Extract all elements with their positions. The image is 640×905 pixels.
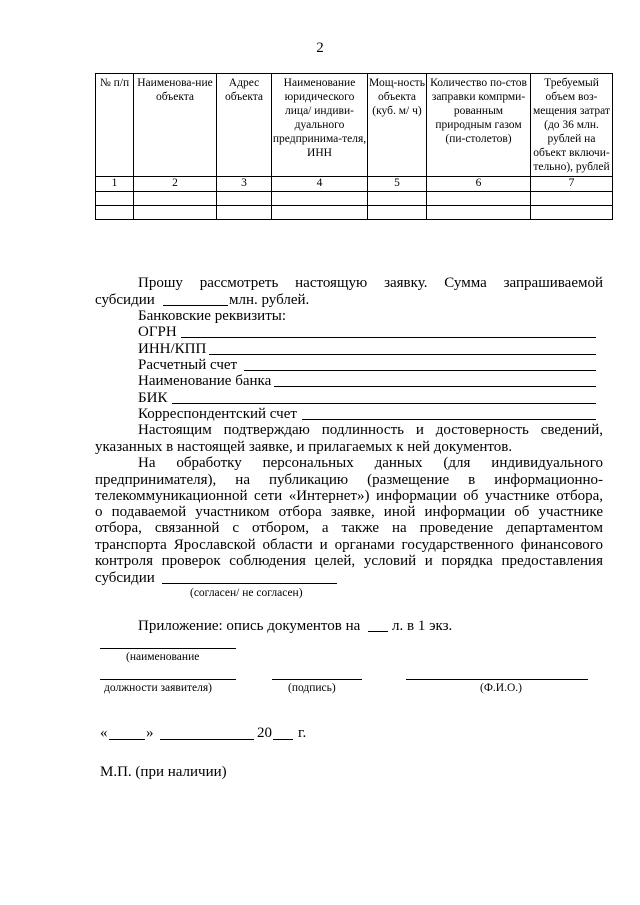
table-cell[interactable] [427,192,531,206]
date-close-quote: » [146,725,154,741]
bik-label: БИК [138,390,168,406]
date-year-suffix: г. [298,725,307,741]
consent-caption: (согласен/ не согласен) [190,587,303,599]
appendix-text: Приложение: опись документов на [138,618,361,634]
position-field[interactable] [100,648,236,649]
table-header-row [96,74,613,177]
account-label: Расчетный счет [138,357,238,373]
table-row [96,206,613,220]
table-cell[interactable] [368,192,427,206]
corr-account-label: Корреспондентский счет [138,406,297,422]
table-cell[interactable] [134,192,217,206]
col-header-reimbursement: Требуемый объем воз-мещения затрат (до 36 млн. рублей на объект включи-тельно), рублей [531,74,613,177]
confirm-text-line2: указанных в настоящей заявке, и прилагаемых к ней документов. [95,439,513,455]
col-header-object-name: Наименова-ние объекта [134,74,217,177]
col-header-fueling-posts: Количество по-стов заправки компрми-рованным природным газом (пи-столетов) [427,74,531,177]
request-text-line1: Прошу рассмотреть настоящую заявку. Сумма запрашиваемой [138,275,603,291]
inn-kpp-field[interactable] [209,354,596,355]
bank-details-title: Банковские реквизиты: [138,308,287,324]
col-header-capacity: Мощ-ность объекта (куб. м/ ч) [368,74,427,177]
column-number: 6 [427,177,531,192]
stamp-label: М.П. (при наличии) [100,764,227,780]
column-number: 1 [96,177,134,192]
col-header-number: № п/п [96,74,134,177]
objects-table [95,73,613,220]
full-name-field[interactable] [406,679,588,680]
position-field-line2[interactable] [100,679,236,680]
request-text-prefix: субсидии [95,292,155,308]
confirm-text-line1: Настоящим подтверждаю подлинность и достоверность сведений, [138,422,603,438]
position-caption-line1: (наименование [126,651,200,663]
table-cell[interactable] [217,206,272,220]
bank-name-label: Наименование банка [138,373,272,389]
date-year-prefix: 20 [257,725,272,741]
consent-text-line4: о подаваемой участником отбора заявке, иной информации об участнике [95,504,603,520]
table-cell[interactable] [217,192,272,206]
bik-field[interactable] [172,403,596,404]
column-number: 4 [272,177,368,192]
date-open-quote: « [100,725,108,741]
consent-text-line2: предпринимателя), на публикацию (размещение в информационно- [95,472,603,488]
consent-text-line6: транспорта Ярославской области и органами государственного финансового [95,537,603,553]
date-month-field[interactable] [160,739,254,740]
column-number: 5 [368,177,427,192]
table-cell[interactable] [134,206,217,220]
signature-caption: (подпись) [288,682,336,694]
col-header-legal-entity: Наименование юридического лица/ индиви-дуального предпринима-теля, ИНН [272,74,368,177]
table-cell[interactable] [272,192,368,206]
position-caption-line2: должности заявителя) [104,682,212,694]
table-cell[interactable] [272,206,368,220]
table-cell[interactable] [368,206,427,220]
appendix-suffix: л. в 1 экз. [392,618,453,634]
column-number: 2 [134,177,217,192]
request-text-suffix: млн. рублей. [229,292,310,308]
column-number: 3 [217,177,272,192]
subsidy-amount-field[interactable] [163,305,228,306]
table-cell[interactable] [96,192,134,206]
consent-field[interactable] [162,583,337,584]
signature-field[interactable] [272,679,362,680]
table-cell[interactable] [427,206,531,220]
consent-text-line5: отбора, связанной с отбором, а также на проведение департаментом [95,520,603,536]
col-header-address: Адрес объекта [217,74,272,177]
date-day-field[interactable] [109,739,145,740]
bank-name-field[interactable] [274,386,596,387]
ogrn-field[interactable] [181,337,596,338]
table-row [96,192,613,206]
consent-text-line8: субсидии [95,570,155,586]
full-name-caption: (Ф.И.О.) [480,682,522,694]
consent-text-line1: На обработку персональных данных (для индивидуального [138,455,603,471]
ogrn-label: ОГРН [138,324,177,340]
page-number: 2 [316,40,324,56]
consent-text-line3: телекоммуникационной сети «Интернет») информации об участнике отбора, [95,488,603,504]
table-cell[interactable] [531,192,613,206]
table-cell[interactable] [531,206,613,220]
corr-account-field[interactable] [302,419,596,420]
account-field[interactable] [244,370,596,371]
appendix-pages-field[interactable] [368,631,388,632]
date-year-field[interactable] [273,739,293,740]
table-cell[interactable] [96,206,134,220]
column-number: 7 [531,177,613,192]
consent-text-line7: контроля проверок соблюдения целей, условий и порядка предоставления [95,553,603,569]
inn-kpp-label: ИНН/КПП [138,341,207,357]
table-row-column-numbers [96,177,613,192]
